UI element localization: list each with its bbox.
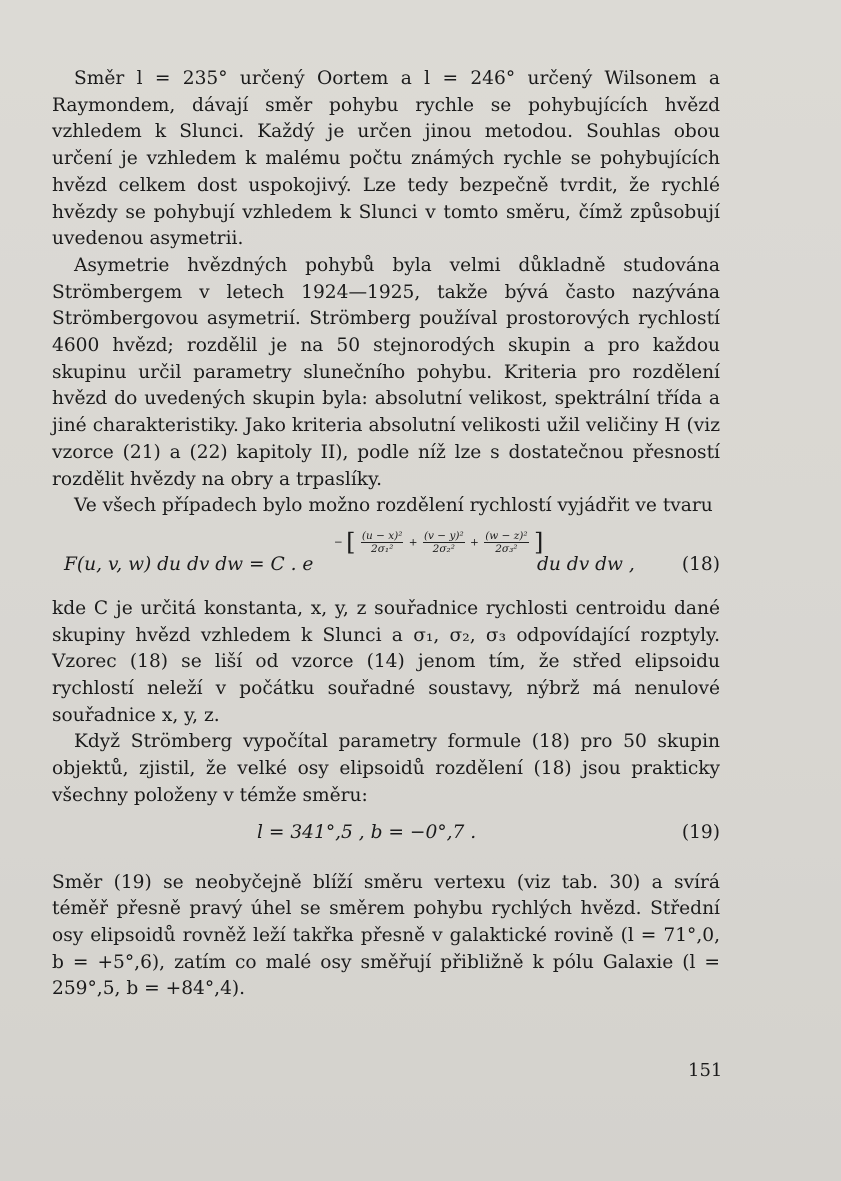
bracket-open: [ xyxy=(346,528,356,557)
equation-18-number: (18) xyxy=(681,553,720,575)
fraction-w-denominator: 2σ₃² xyxy=(495,542,518,555)
fraction-v-denominator: 2σ₂² xyxy=(432,542,455,555)
equation-19-body: l = 341°,5 , b = −0°,7 . xyxy=(257,821,477,843)
fraction-w-numerator: (w − z)² xyxy=(485,529,528,542)
exponent-minus: − xyxy=(334,536,343,549)
paragraph-1: Směr l = 235° určený Oortem a l = 246° určený Wilsonem a Raymondem, dávají směr pohybu rychle se pohybujících hvězd vzhledem k Slunci. Každý je určen jinou metodou. Souhlas obou určení je vzhledem k malému počtu známých rychle se pohybujících hvězd celkem dost uspokojivý. Lze tedy bezpečně tvrdit, že rychlé hvězdy se pohybují vzhledem k Slunci v tomto směru, čímž způsobují uvedenou asymetrii. xyxy=(52,68,720,250)
equation-19 xyxy=(52,820,720,854)
equation-18 xyxy=(52,526,720,590)
fraction-v xyxy=(423,530,465,555)
plus-sign: + xyxy=(408,536,418,549)
paragraph-2: Asymetrie hvězdných pohybů byla velmi důkladně studována Strömbergem v letech 1924—1925, takže bývá často nazývána Strömbergovou asymetrií. Strömberg používal prostorových rychlostí 4600 hvězd; rozdělil je na 50 stejnorodých skupin a pro každou skupinu určil parametry slunečního pohybu. Kriteria pro rozdělení hvězd do uvedených skupin byla: absolutní velikost, spektrální třída a jiné charakteristiky. Jako kriteria absolutní velikosti užil veličiny H (viz vzorce (21) a (22) kapitoly II), podle níž lze s dostatečnou přesností rozdělit hvězdy na obry a trpaslíky. xyxy=(52,254,720,490)
page-number: 151 xyxy=(688,1060,723,1081)
fraction-v-numerator: (v − y)² xyxy=(423,529,464,542)
fraction-u-numerator: (u − x)² xyxy=(361,529,403,542)
equation-18-exponent xyxy=(334,530,543,555)
paragraph-3: Ve všech případech bylo možno rozdělení rychlostí vyjádřit ve tvaru xyxy=(74,495,713,517)
bracket-close: ] xyxy=(533,528,544,557)
paragraph-5: Když Strömberg vypočítal parametry formule (18) pro 50 skupin objektů, zjistil, že velké osy elipsoidů rozdělení (18) jsou prakticky všechny položeny v témže směru: xyxy=(52,731,720,806)
paragraph-4: kde C je určitá konstanta, x, y, z souřadnice rychlosti centroidu dané skupiny hvězd vzhledem k Slunci a σ₁, σ₂, σ₃ odpovídající rozptyly. Vzorec (18) se liší od vzorce (14) jenom tím, že střed elipsoidu rychlostí neleží v počátku souřadné soustavy, nýbrž má nenulové souřadnice x, y, z. xyxy=(52,597,720,726)
fraction-u xyxy=(361,530,404,555)
fraction-u-denominator: 2σ₁² xyxy=(371,542,394,555)
equation-18-rhs: du dv dw , xyxy=(537,553,635,575)
paragraph-6: Směr (19) se neobyčejně blíží směru vertexu (viz tab. 30) a svírá téměř přesně pravý úhel se směrem pohybu rychlých hvězd. Střední osy elipsoidů rovněž leží takřka přesně v galaktické rovině (l = 71°,0, b = +5°,6), zatím co malé osy směřují přibližně k pólu Galaxie (l = 259°,5, b = +84°,4). xyxy=(52,871,720,1000)
equation-19-number: (19) xyxy=(681,821,720,843)
plus-sign: + xyxy=(470,536,479,549)
fraction-w xyxy=(484,530,528,555)
body-text xyxy=(52,66,720,1003)
equation-18-lhs: F(u, v, w) du dv dw = C . e xyxy=(64,553,314,575)
